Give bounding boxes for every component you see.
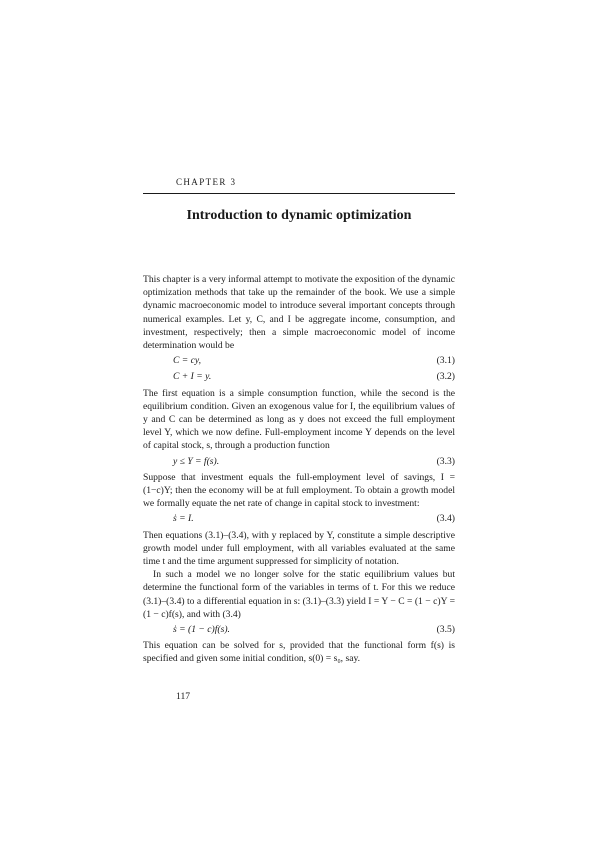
paragraph: Then equations (3.1)–(3.4), with y replaced by Y, constitute a simple descriptive growth model under full employment, with all variables evaluated at the same time t and the time argument suppressed for simplicity of notation. — [143, 529, 455, 568]
paragraph: Suppose that investment equals the full-employment level of savings, I = (1−c)Y; then the economy will be at full employment. To obtain a growth model we formally equate the net rate of change in capital stock to investment: — [143, 471, 455, 510]
equation-number: (3.2) — [436, 371, 455, 383]
equation — [143, 455, 455, 468]
equation — [143, 623, 455, 636]
equation-expression: ṡ = (1 − c)f(s). — [173, 624, 230, 636]
chapter-label: CHAPTER 3 — [176, 177, 237, 187]
paragraph: This chapter is a very informal attempt to motivate the exposition of the dynamic optimization methods that take up the remainder of the book. We use a simple dynamic macroeconomic model to introduce several important concepts through numerical examples. Let y, C, and I be aggregate income, consumption, and investment, respectively; then a simple macroeconomic model of income determination would be — [143, 274, 455, 352]
chapter-title: Introduction to dynamic optimization — [186, 208, 412, 223]
equation — [143, 354, 455, 367]
paragraph: This equation can be solved for s, provided that the functional form f(s) is specified and given some initial condition, s(0) = s₀, say. — [143, 640, 455, 665]
chapter-rule — [143, 193, 455, 194]
equation-expression: C = cy, — [173, 355, 202, 367]
body-text — [143, 273, 455, 666]
equation-expression: C + I = y. — [173, 371, 212, 383]
equation-expression: ṡ = I. — [173, 513, 194, 525]
paragraph: The first equation is a simple consumption function, while the second is the equilibrium condition. Given an exogenous value for I, the equilibrium values of y and C can be determined as long as y does not exceed the full employment level Y, which we now define. Full-employment income Y depends on the level of capital stock, s, through a production function — [143, 387, 455, 452]
equation-number: (3.1) — [436, 355, 455, 367]
equation — [143, 512, 455, 525]
page-number: 117 — [176, 691, 191, 702]
equation — [143, 370, 455, 383]
paragraph: In such a model we no longer solve for the static equilibrium values but determine the functional form of the variables in terms of t. For this we reduce (3.1)–(3.4) to a differential equation in s: (3.1)–(3.3) yield I = Y − C = (1 − c)Y = (1 − c)f(s), and with (3.4) — [143, 569, 455, 620]
equation-number: (3.4) — [436, 513, 455, 525]
equation-number: (3.5) — [436, 624, 455, 636]
equation-expression: y ≤ Y = f(s). — [173, 455, 220, 467]
equation-number: (3.3) — [436, 455, 455, 467]
